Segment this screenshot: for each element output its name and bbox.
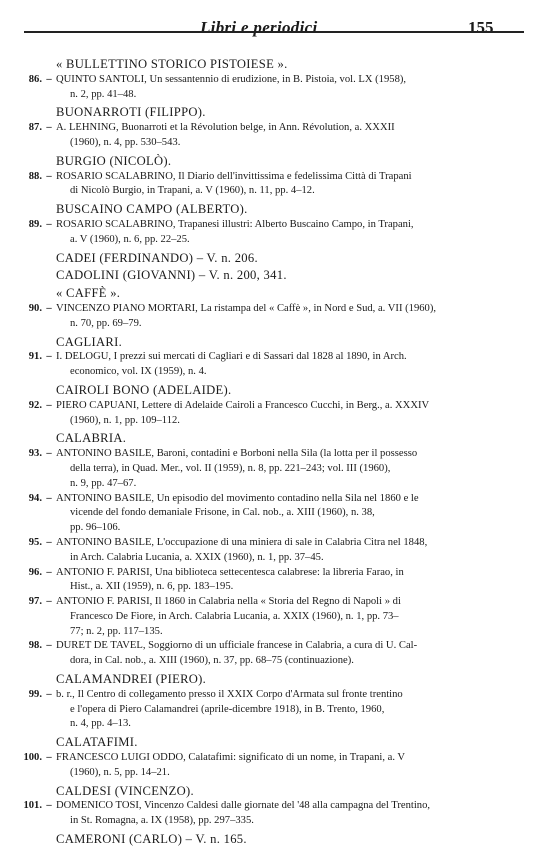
entry-number: 96. <box>28 566 42 578</box>
entry-line: DOMENICO TOSI, Vincenzo Caldesi dalle giornate del '48 alla campagna del Trentino, <box>56 800 431 812</box>
entry-line: in St. Romagna, a. IX (1958), pp. 297–335. <box>70 815 254 827</box>
subject-heading: CAIROLI BONO (ADELAIDE). <box>56 382 232 397</box>
entry-line: ANTONINO BASILE, L'occupazione di una miniera di sale in Calabria Citra nel 1848, <box>56 536 428 548</box>
entry-dash: – <box>46 536 52 548</box>
entry-dash: – <box>46 566 52 578</box>
bibliography-entry <box>16 399 532 429</box>
entry-line: pp. 96–106. <box>70 522 121 534</box>
subject-heading: BUONARROTI (FILIPPO). <box>56 105 206 120</box>
entry-line: ANTONIO F. PARISI, Una biblioteca settecentesca calabrese: la libreria Farao, in <box>56 566 404 578</box>
entry-text <box>56 170 532 200</box>
entry-text <box>56 536 532 566</box>
subject-heading: « CAFFÈ ». <box>56 286 121 301</box>
entry-line: ROSARIO SCALABRINO, Trapanesi illustri: Alberto Buscaino Campo, in Trapani, <box>56 218 414 230</box>
entry-line: di Nicolò Burgio, in Trapani, a. V (1960), n. 11, pp. 4–12. <box>70 185 315 197</box>
entry-line: A. LEHNING, Buonarroti et la Révolution belge, in Ann. Révolution, a. XXXII <box>56 122 395 134</box>
entry-number: 93. <box>28 448 42 460</box>
entry-line: Hist., a. XII (1959), n. 6, pp. 183–195. <box>70 581 234 593</box>
bibliography-entry <box>16 566 532 596</box>
entry-dash: – <box>46 492 52 504</box>
bibliography-entry <box>16 218 532 248</box>
subject-heading: BUSCAINO CAMPO (ALBERTO). <box>56 202 248 217</box>
entry-line: PIERO CAPUANI, Lettere di Adelaide Cairoli a Francesco Cucchi, in Berg., a. XXXIV <box>56 399 430 411</box>
entry-text <box>56 595 532 639</box>
bibliography-entry <box>16 751 532 781</box>
entry-dash: – <box>46 752 52 764</box>
entry-text <box>56 73 532 103</box>
entry-text <box>56 751 532 781</box>
entry-number: 87. <box>28 122 42 134</box>
entry-number: 90. <box>28 302 42 314</box>
entry-text <box>56 218 532 248</box>
bibliography-entry <box>16 350 532 380</box>
entry-text <box>56 799 532 829</box>
entry-line: n. 4, pp. 4–13. <box>70 718 131 730</box>
entry-text <box>56 492 532 536</box>
entry-dash: – <box>46 800 52 812</box>
subject-heading: CAGLIARI. <box>56 334 123 349</box>
bibliography-entry <box>16 688 532 732</box>
entry-number: 95. <box>28 536 42 548</box>
bibliography-entry <box>16 492 532 536</box>
bibliography-entry <box>16 170 532 200</box>
running-title: Libri e periodici <box>200 18 318 37</box>
entry-text <box>56 399 532 429</box>
subject-heading: CALATAFIMI. <box>56 735 138 750</box>
entry-text <box>56 121 532 151</box>
page-number: 155 <box>468 18 494 37</box>
entry-number: 99. <box>28 688 42 700</box>
entry-number: 98. <box>28 640 42 652</box>
entry-line: b. r., Il Centro di collegamento presso il XXIX Corpo d'Armata sul fronte trentino <box>56 688 403 700</box>
entry-text <box>56 688 532 732</box>
entry-line: n. 2, pp. 41–48. <box>70 88 137 100</box>
entry-line: ANTONIO F. PARISI, Il 1860 in Calabria nella « Storia del Regno di Napoli » di <box>56 596 401 608</box>
subject-heading: CADOLINI (GIOVANNI) – V. n. 200, 341. <box>56 268 287 283</box>
entry-dash: – <box>46 122 52 134</box>
entry-line: ROSARIO SCALABRINO, Il Diario dell'invittissima e fedelissima Città di Trapani <box>56 170 412 182</box>
entry-text <box>56 350 532 380</box>
entry-text <box>56 302 532 332</box>
entry-number: 92. <box>28 399 42 411</box>
entry-line: DURET DE TAVEL, Soggiorno di un ufficiale francese in Calabria, a cura di U. Cal- <box>56 640 418 652</box>
entry-dash: – <box>46 688 52 700</box>
entry-dash: – <box>46 640 52 652</box>
subject-heading: CAMERONI (CARLO) – V. n. 165. <box>56 832 247 847</box>
entry-number: 97. <box>28 596 42 608</box>
subject-heading: CADEI (FERDINANDO) – V. n. 206. <box>56 250 258 265</box>
entry-text <box>56 566 532 596</box>
entry-line: ANTONINO BASILE, Baroni, contadini e Borboni nella Sila (la lotta per il possesso <box>56 448 418 460</box>
subject-heading: CALABRIA. <box>56 431 127 446</box>
entry-dash: – <box>46 448 52 460</box>
entry-line: I. DELOGU, I prezzi sui mercati di Cagliari e di Sassari dal 1828 al 1890, in Arch. <box>56 351 407 363</box>
subject-heading: « BULLETTINO STORICO PISTOIESE ». <box>56 57 288 71</box>
entry-line: (1960), n. 1, pp. 109–112. <box>70 414 180 426</box>
bibliography-entry <box>16 73 532 103</box>
entry-dash: – <box>46 596 52 608</box>
entry-line: ANTONINO BASILE, Un episodio del movimento contadino nella Sila nel 1860 e le <box>56 492 419 504</box>
entry-line: VINCENZO PIANO MORTARI, La ristampa del « Caffè », in Nord e Sud, a. VII (1960), <box>56 302 437 314</box>
entry-dash: – <box>46 399 52 411</box>
entry-line: e l'opera di Piero Calamandrei (aprile-dicembre 1918), in B. Trento, 1960, <box>70 703 385 715</box>
entry-number: 100. <box>23 752 42 764</box>
entry-number: 88. <box>28 170 42 182</box>
bibliography-entry <box>16 302 532 332</box>
entry-number: 94. <box>28 492 42 504</box>
subject-heading: CALDESI (VINCENZO). <box>56 783 194 798</box>
entry-line: economico, vol. IX (1959), n. 4. <box>70 366 207 378</box>
subject-heading: BURGIO (NICOLÒ). <box>56 153 172 168</box>
entry-line: n. 9, pp. 47–67. <box>70 477 137 489</box>
entry-text <box>56 639 532 669</box>
entry-line: vicende del fondo demaniale Frisone, in Cal. nob., a. XIII (1960), n. 38, <box>70 507 375 519</box>
entry-line: a. V (1960), n. 6, pp. 22–25. <box>70 233 190 245</box>
entry-dash: – <box>46 302 52 314</box>
entry-dash: – <box>46 351 52 363</box>
entry-line: QUINTO SANTOLI, Un sessantennio di erudizione, in B. Pistoia, vol. LX (1958), <box>56 73 407 85</box>
bibliography-list <box>16 54 532 848</box>
bibliography-entry <box>16 447 532 491</box>
entry-line: 77; n. 2, pp. 117–135. <box>70 625 163 637</box>
bibliography-entry <box>16 595 532 639</box>
bibliography-entry <box>16 799 532 829</box>
entry-line: dora, in Cal. nob., a. XIII (1960), n. 37, pp. 68–75 (continuazione). <box>70 655 354 667</box>
entry-line: Francesco De Fiore, in Arch. Calabria Lucania, a. XXIX (1960), n. 1, pp. 73– <box>70 610 399 622</box>
entry-line: n. 70, pp. 69–79. <box>70 317 142 329</box>
entry-line: (1960), n. 5, pp. 14–21. <box>70 766 170 778</box>
entry-line: della terra), in Quad. Mer., vol. II (1959), n. 8, pp. 221–243; vol. III (1960), <box>70 462 391 474</box>
bibliography-entry <box>16 121 532 151</box>
bibliography-entry <box>16 536 532 566</box>
entry-number: 86. <box>28 73 42 85</box>
entry-number: 89. <box>28 218 42 230</box>
header-rule <box>24 31 524 33</box>
entry-dash: – <box>46 73 52 85</box>
entry-line: (1960), n. 4, pp. 530–543. <box>70 136 181 148</box>
entry-dash: – <box>46 170 52 182</box>
subject-heading: CALAMANDREI (PIERO). <box>56 672 207 687</box>
entry-number: 91. <box>28 351 42 363</box>
page-header <box>0 10 550 40</box>
entry-dash: – <box>46 218 52 230</box>
entry-text <box>56 447 532 491</box>
bibliography-entry <box>16 639 532 669</box>
entry-line: FRANCESCO LUIGI ODDO, Calatafimi: significato di un nome, in Trapani, a. V <box>56 752 406 764</box>
entry-line: in Arch. Calabria Lucania, a. XXIX (1960), n. 1, pp. 37–45. <box>70 551 324 563</box>
entry-number: 101. <box>23 800 42 812</box>
